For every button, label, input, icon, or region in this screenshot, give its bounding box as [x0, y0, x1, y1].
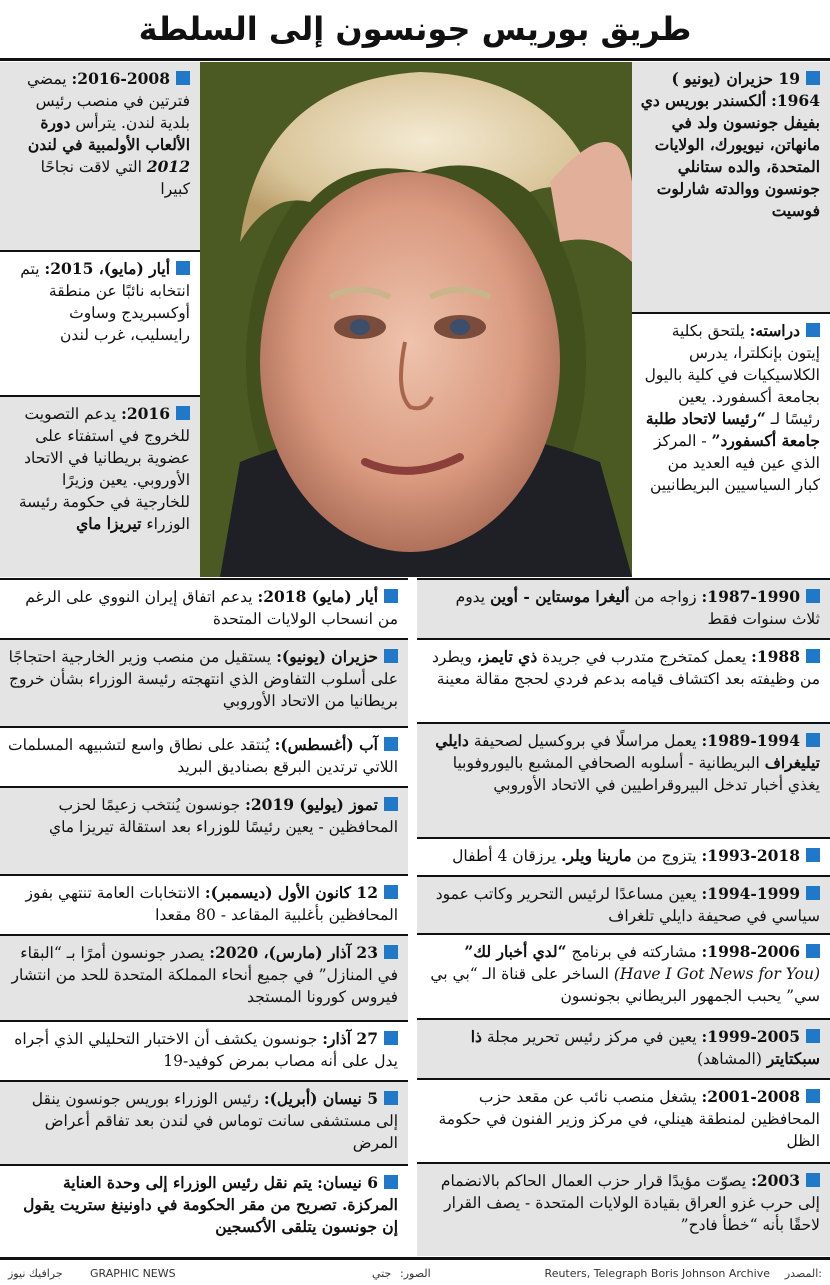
entry-text: يتزوج من	[636, 847, 697, 865]
blue-square-icon	[806, 886, 820, 900]
entry-text: يعين مساعدًا لرئيس التحرير وكاتب عمود سياسي في صحيفة دايلي تلغراف	[435, 885, 820, 925]
entry-highlight: ذا سبكتايتر	[470, 1027, 820, 1068]
entry-leader-2019	[0, 786, 408, 874]
entry-highlight: دورة الألعاب الأولمبية في لندن	[27, 113, 190, 154]
entry-date: 1989-1994:	[701, 731, 800, 750]
entry-date: 1993-2018:	[701, 846, 800, 865]
blue-square-icon	[806, 649, 820, 663]
entry-date: 1999-2005:	[701, 1027, 800, 1046]
source-credit: Reuters, Telegraph Boris Johnson Archive	[544, 1267, 770, 1280]
entry-date: 2016:	[121, 404, 170, 423]
entry-icu-april	[0, 1164, 408, 1256]
entry-english-title: (Have I Got News for You)	[613, 965, 820, 983]
entry-text: يلتحق بكلية إيتون بإنكلترا، يدرس الكلاسيكيات في كلية باليول بجامعة أكسفورد. يعين رئيسًا لـ	[644, 322, 820, 428]
title-rule	[0, 58, 830, 61]
entry-highlight: “لدي أخبار لك”	[464, 942, 567, 961]
entry-hospital-april	[0, 1080, 408, 1164]
blue-square-icon	[806, 848, 820, 862]
entry-date: أيار (مايو)، 2015:	[44, 259, 170, 278]
blue-square-icon	[384, 649, 398, 663]
entry-date: 1987-1990:	[701, 587, 800, 606]
entry-date: 2003:	[751, 1171, 800, 1190]
entry-telegraph-1994	[417, 875, 830, 933]
entry-date: تموز (يوليو) 2019:	[245, 795, 378, 814]
blue-square-icon	[806, 1089, 820, 1103]
entry-text: البريطانية - أسلوبه الصحافي المشبع باليوروفوبيا يغذي أخبار تدخل البيروقراطيين في الاتحاد الأوروبي	[452, 754, 820, 794]
entry-text: يرزقان 4 أطفال	[452, 847, 557, 865]
entry-date: دراسته:	[749, 321, 800, 340]
entry-spectator-1999	[417, 1018, 830, 1078]
entry-text: يعين في مركز رئيس تحرير مجلة	[486, 1028, 697, 1046]
entry-iraq-2003	[417, 1162, 830, 1256]
entry-highlight: مارينا ويلر.	[561, 846, 632, 865]
entry-brexit-2016	[0, 395, 200, 577]
entry-text: يصدر جونسون أمرًا بـ “البقاء في المنازل” في جميع أنحاء المملكة المتحدة للحد من انتشار فيروس كورونا المستجد	[11, 944, 398, 1006]
page-title: طريق بوريس جونسون إلى السلطة	[138, 10, 692, 48]
entry-highlight: “رئيسا لاتحاد طلبة جامعة أكسفورد”	[645, 409, 820, 450]
entry-text: يمضي فترتين في منصب رئيس بلدية لندن. يترأس	[26, 70, 190, 132]
blue-square-icon	[176, 71, 190, 85]
blue-square-icon	[384, 1091, 398, 1105]
entry-mp-2015	[0, 250, 200, 395]
entry-london-mayor	[0, 62, 200, 250]
entry-election-december	[0, 874, 408, 934]
entry-date: أيار (مايو) 2018:	[257, 587, 378, 606]
blue-square-icon	[806, 944, 820, 958]
blue-square-icon	[806, 71, 820, 85]
blue-square-icon	[176, 261, 190, 275]
blue-square-icon	[806, 733, 820, 747]
brand-en: GRAPHIC NEWS	[90, 1267, 176, 1280]
entry-highlight: أليغرا موستاين - أوين	[490, 587, 630, 606]
footer	[0, 1262, 830, 1285]
entry-year: 2012	[146, 157, 190, 176]
blue-square-icon	[806, 589, 820, 603]
brand-ar: جرافيك نيوز	[8, 1267, 63, 1280]
entry-date: 2016-2008:	[71, 69, 170, 88]
entry-text: مشاركته في برنامج	[571, 943, 697, 961]
entry-text: جونسون يكشف أن الاختبار التحليلي الذي أجراه يدل على أنه مصاب بمرض كوفيد-19	[14, 1030, 398, 1070]
entry-text: زواجه من	[634, 588, 697, 606]
entry-tv-1998	[417, 933, 830, 1018]
entry-henley-2001	[417, 1078, 830, 1162]
entry-text: رئيس الوزراء بوريس جونسون ينقل إلى مستشفى سانت توماس في لندن بعد تفاقم أعراض المرض	[31, 1090, 398, 1152]
source-label: المصدر:	[784, 1267, 822, 1280]
entry-date: 5 نيسان (أبريل):	[263, 1089, 378, 1108]
blue-square-icon	[384, 737, 398, 751]
blue-square-icon	[176, 406, 190, 420]
entry-text: ويطرد من وظيفته بعد اكتشاف قيامه بدعم فردي لحجج مقالة معينة	[432, 648, 820, 688]
entry-text: يتم انتخابه نائبًا عن منطقة أوكسبريدج وساوث رايسليب، غرب لندن	[20, 260, 190, 344]
entry-text: يصوّت مؤيدًا قرار حزب العمال الحاكم بالانضمام إلى حرب غزو العراق بقيادة الولايات المتحدة - يصف القرار لاحقًا بأنه “خطأ فادح”	[440, 1172, 820, 1234]
boris-johnson-photo	[200, 62, 632, 577]
entry-date: 2001-2008:	[701, 1087, 800, 1106]
entry-marriage-1993	[417, 837, 830, 875]
blue-square-icon	[384, 797, 398, 811]
blue-square-icon	[806, 323, 820, 337]
entry-highlight: تيريزا ماي	[76, 514, 142, 533]
entry-text: - المركز الذي عين فيه العديد من كبار السياسيين البريطانيين	[650, 432, 820, 494]
blue-square-icon	[384, 1175, 398, 1189]
blue-square-icon	[384, 945, 398, 959]
entry-text: يدعم التصويت للخروج في استفتاء على عضوية بريطانيا في الاتحاد الأوروبي. يعين وزيرًا للخارجية في حكومة رئيسة الوزراء	[18, 405, 190, 533]
entry-highlight: دايلي تيليغراف	[435, 731, 820, 772]
entry-text: يشغل منصب نائب عن مقعد حزب المحافظين لمنطقة هينلي، في مركز وزير الفنون في حكومة الظل	[438, 1088, 820, 1150]
entry-text: (المشاهد)	[696, 1050, 762, 1068]
entry-text: يعمل مراسلًا في بروكسيل لصحيفة	[473, 732, 697, 750]
entry-text: جونسون يُنتخب زعيمًا لحزب المحافظين - يعين رئيسًا للوزراء بعد استقالة تيريزا ماي	[48, 796, 398, 836]
entry-date: حزيران (يونيو):	[276, 647, 378, 666]
entry-highlight: يتم نقل رئيس الوزراء إلى وحدة العناية المركزة. تصريح من مقر الحكومة في داونينغ ستريت يقول إن جونسون يتلقى الأكسجين	[23, 1173, 398, 1236]
entry-date: آب (أغسطس):	[274, 735, 378, 754]
footer-rule	[0, 1257, 830, 1260]
entry-highlight: ذي تايمز،	[476, 647, 538, 666]
entry-times-1988	[417, 638, 830, 722]
entry-brussels-1989	[417, 722, 830, 837]
entry-lockdown-2020	[0, 934, 408, 1020]
entry-text: ألكسندر بوريس دي بفيفل جونسون ولد في مانهاتن، نيويورك، الولايات المتحدة، والده ستانلي جونسون ووالدته شارلوت فوسيت	[640, 91, 820, 220]
entry-date: 27 آذار:	[322, 1029, 378, 1048]
entry-august	[0, 726, 408, 786]
blue-square-icon	[806, 1029, 820, 1043]
entry-text: الساخر على قناة الـ “بي بي سي” يحبب الجمهور البريطاني بجونسون	[430, 965, 820, 1005]
entry-text: يدوم ثلاث سنوات فقط	[455, 588, 820, 628]
entry-birth	[632, 62, 830, 312]
entry-marriage-1987	[417, 578, 830, 638]
entry-date: 1988:	[751, 647, 800, 666]
entry-text: يستقيل من منصب وزير الخارجية احتجاجًا على أسلوب التفاوض الذي انتهجته رئيسة الوزراء بشأن خروج بريطانيا من الاتحاد الأوروبي	[8, 648, 398, 710]
entry-date: 1998-2006:	[701, 942, 800, 961]
entry-text: يُنتقد على نطاق واسع لتشبيهه المسلمات اللاتي ترتدين البرقع بصناديق البريد	[8, 736, 398, 776]
entry-date: 12 كانون الأول (ديسمبر):	[204, 883, 378, 902]
blue-square-icon	[384, 885, 398, 899]
entry-covid-positive	[0, 1020, 408, 1080]
entry-iran-2018	[0, 578, 408, 638]
entry-date: 23 آذار (مارس)، 2020:	[209, 943, 378, 962]
entry-text: يعمل كمتخرج متدرب في جريدة	[542, 648, 747, 666]
entry-resign-june	[0, 638, 408, 726]
photo-label: الصور:	[400, 1267, 431, 1280]
entry-education	[632, 312, 830, 577]
entry-text: يدعم اتفاق إيران النووي على الرغم من انسحاب الولايات المتحدة	[25, 588, 398, 628]
entry-date: 19 حزيران (يونيو ) 1964:	[671, 69, 820, 110]
blue-square-icon	[384, 1031, 398, 1045]
blue-square-icon	[806, 1173, 820, 1187]
entry-text: الانتخابات العامة تنتهي بفوز المحافظين بأغلبية المقاعد - 80 مقعدا	[25, 884, 398, 924]
blue-square-icon	[384, 589, 398, 603]
entry-date: 6 نيسان:	[317, 1173, 378, 1192]
entry-date: 1994-1999:	[701, 884, 800, 903]
photo-credit: جتي	[372, 1267, 392, 1280]
entry-text: التي لاقت نجاحًا كبيرا	[40, 158, 190, 198]
